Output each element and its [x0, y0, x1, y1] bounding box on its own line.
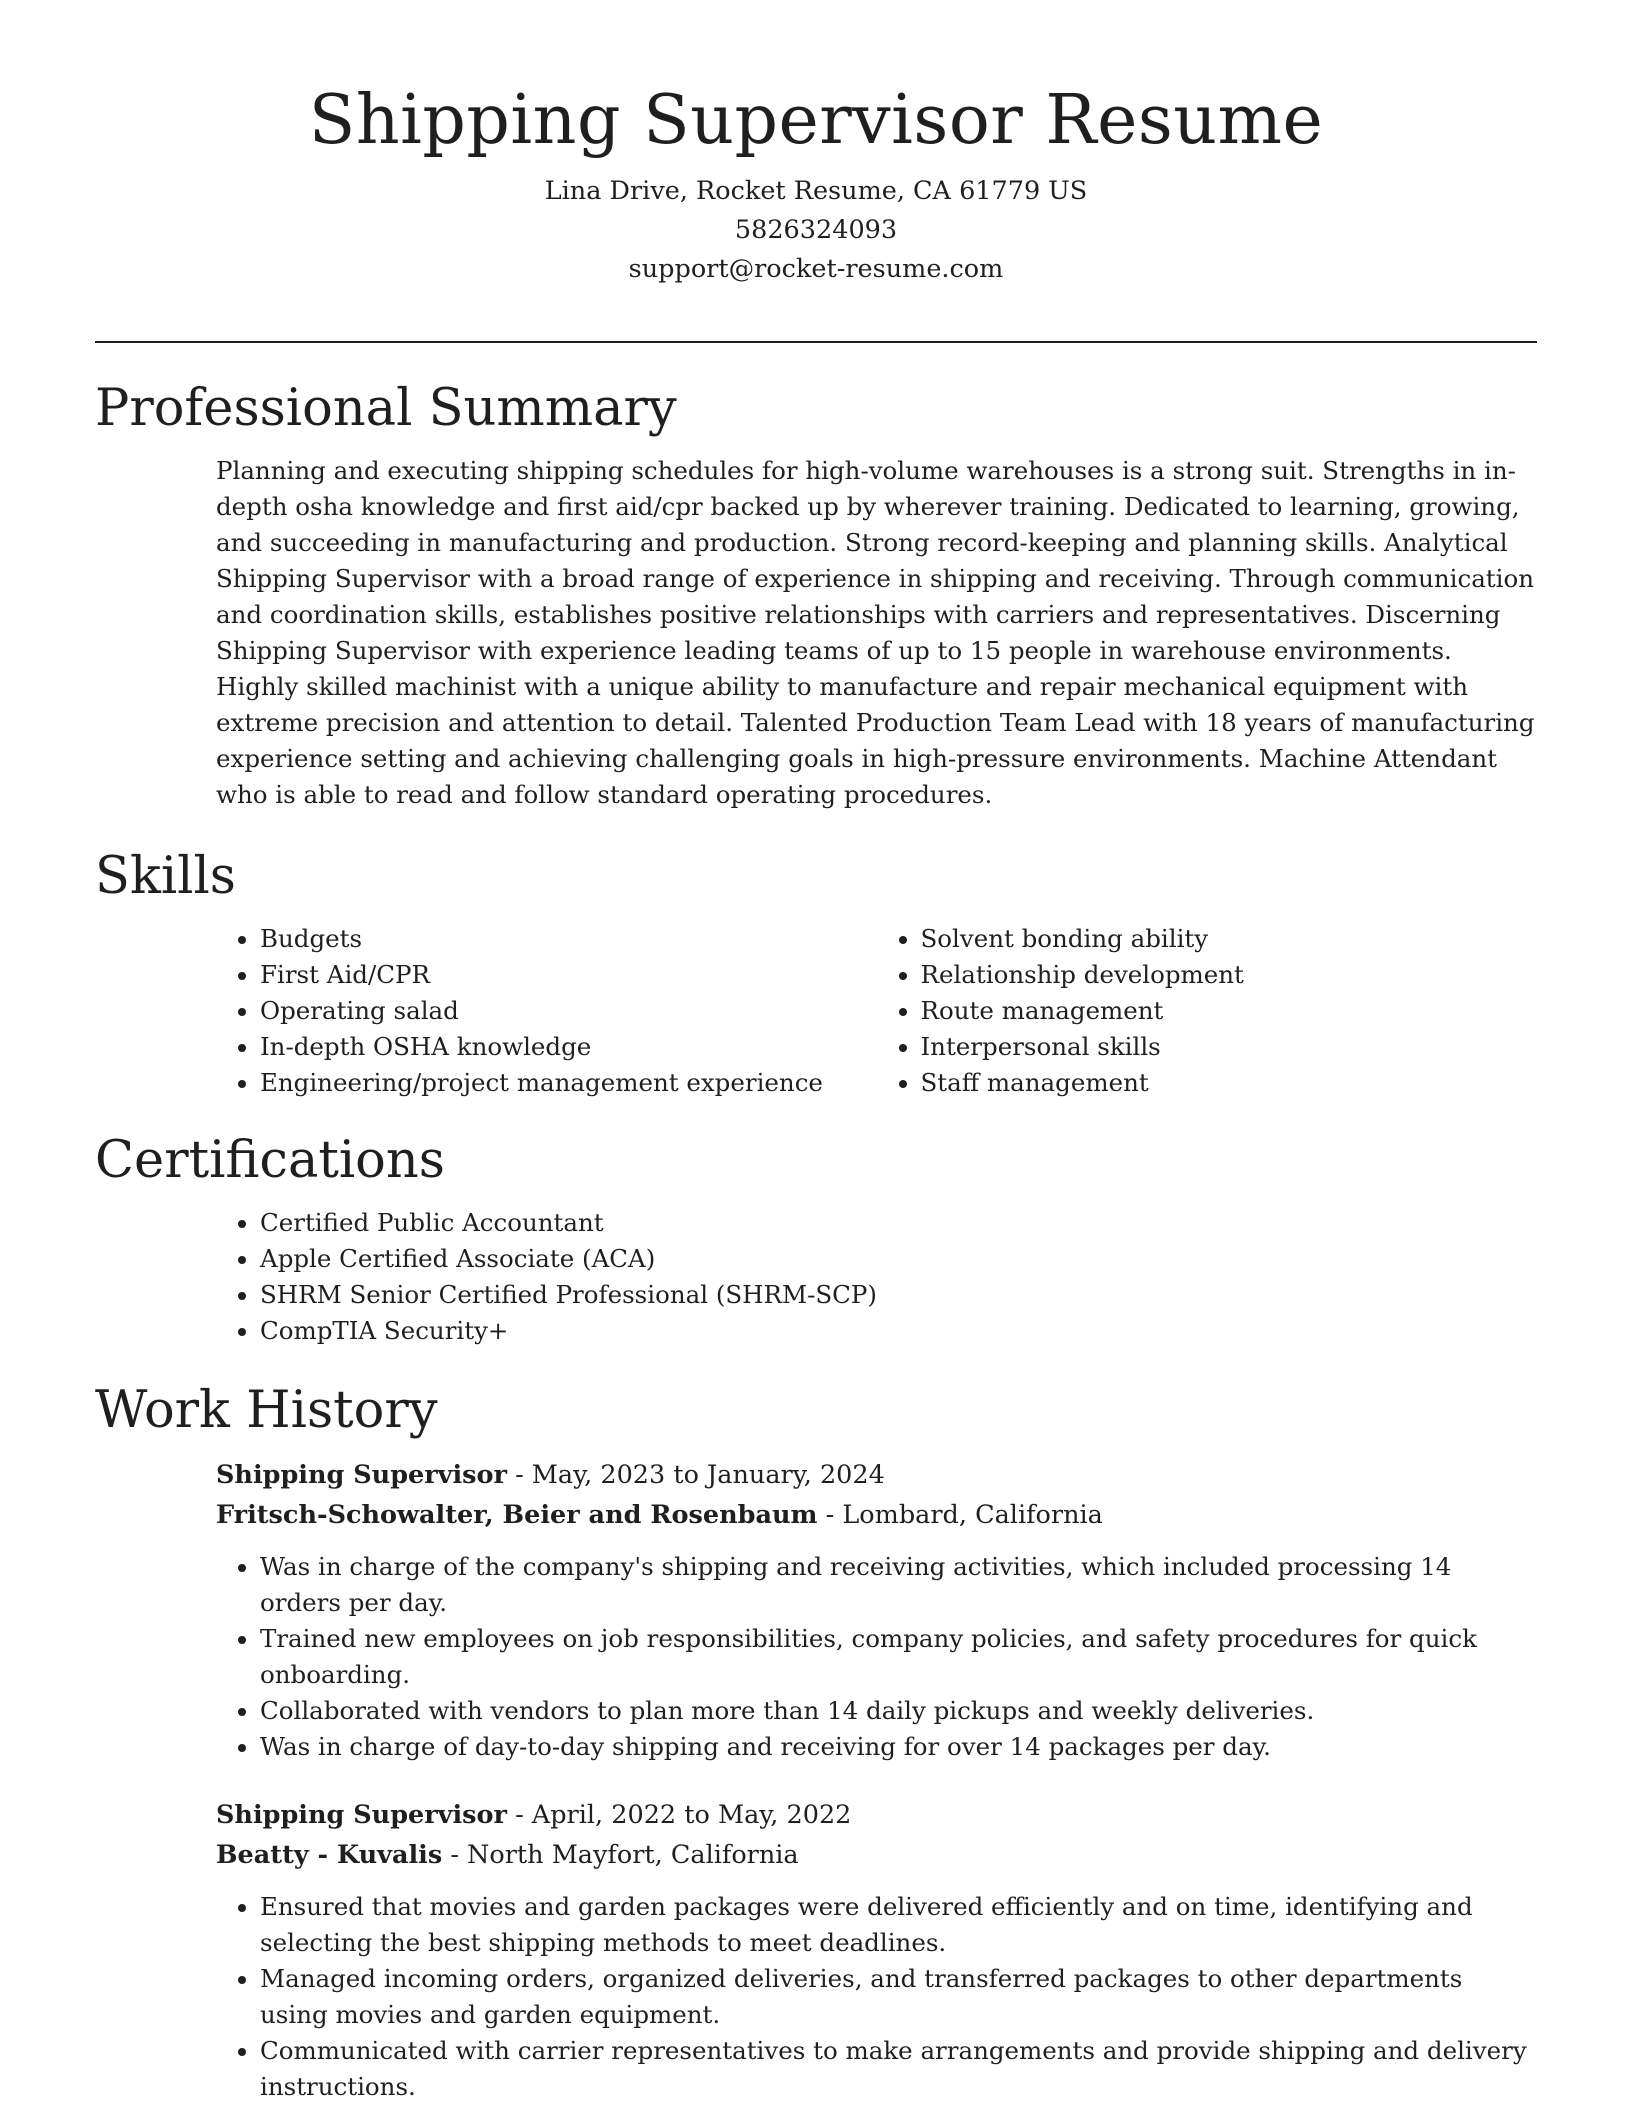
- job-bullet: • Ensured that movies and garden packages were delivered efficiently and on time, identifying and selecting the best shipping methods to meet deadlines.: [260, 1889, 1537, 1961]
- job-dates: - April, 2022 to May, 2022: [506, 1800, 852, 1831]
- certifications-list-wrap: [216, 1205, 1537, 1349]
- job-company: Beatty - Kuvalis: [216, 1840, 443, 1871]
- job-location: - Lombard, California: [817, 1500, 1103, 1531]
- skills-list-right: [877, 921, 1538, 1101]
- job-bullet: • Was in charge of the company's shipping and receiving activities, which included processing 14 orders per day.: [260, 1549, 1537, 1621]
- job-heading: [216, 1455, 1537, 1535]
- certification-item: • CompTIA Security+: [260, 1313, 1537, 1349]
- job-entry: [216, 1795, 1537, 2105]
- skill-item: • Route management: [921, 993, 1538, 1029]
- job-bullets: [216, 1889, 1537, 2105]
- skills-list-left: [216, 921, 877, 1101]
- certification-item: • Apple Certified Associate (ACA): [260, 1241, 1537, 1277]
- summary-section: [95, 378, 1537, 813]
- skill-item: • Interpersonal skills: [921, 1029, 1538, 1065]
- job-company: Fritsch-Schowalter, Beier and Rosenbaum: [216, 1500, 818, 1531]
- skill-item: • First Aid/CPR: [260, 957, 877, 993]
- skill-item: • Engineering/project management experience: [260, 1065, 877, 1101]
- job-title-line: [216, 1795, 1537, 1835]
- job-bullet: • Managed incoming orders, organized deliveries, and transferred packages to other departments using movies and garden equipment.: [260, 1961, 1537, 2033]
- job-bullet: • Was in charge of day-to-day shipping and receiving for over 14 packages per day.: [260, 1729, 1537, 1765]
- page-title: Shipping Supervisor Resume: [308, 81, 1324, 160]
- contact-phone: 5826324093: [734, 214, 898, 245]
- job-company-line: [216, 1495, 1537, 1535]
- contact-email: support@rocket-resume.com: [628, 253, 1004, 284]
- skill-item: • Solvent bonding ability: [921, 921, 1538, 957]
- job-dates: - May, 2023 to January, 2024: [506, 1460, 885, 1491]
- skills-columns: [216, 921, 1537, 1101]
- skills-section: [95, 846, 1537, 1101]
- contact-address: Lina Drive, Rocket Resume, CA 61779 US: [544, 175, 1088, 206]
- job-entry: [216, 1455, 1537, 1765]
- job-bullet: • Trained new employees on job responsibilities, company policies, and safety procedures for quick onboarding.: [260, 1621, 1537, 1693]
- job-title: Shipping Supervisor: [216, 1800, 507, 1831]
- summary-heading: Professional Summary: [95, 379, 677, 438]
- job-title-line: [216, 1455, 1537, 1495]
- job-heading: [216, 1795, 1537, 1875]
- contact-info: [95, 172, 1537, 289]
- resume-header: [95, 80, 1537, 289]
- job-company-line: [216, 1835, 1537, 1875]
- certifications-list: [216, 1205, 1537, 1349]
- job-title: Shipping Supervisor: [216, 1460, 507, 1491]
- certifications-heading: Certifications: [95, 1131, 445, 1190]
- work-history-section: [95, 1380, 1537, 2105]
- header-divider: [95, 341, 1537, 343]
- certifications-section: [95, 1130, 1537, 1349]
- skill-item: • Staff management: [921, 1065, 1538, 1101]
- job-location: - North Mayfort, California: [442, 1840, 799, 1871]
- skills-heading: Skills: [95, 847, 236, 906]
- skill-item: • In-depth OSHA knowledge: [260, 1029, 877, 1065]
- certification-item: • Certified Public Accountant: [260, 1205, 1537, 1241]
- job-bullet: • Collaborated with vendors to plan more than 14 daily pickups and weekly deliveries.: [260, 1693, 1537, 1729]
- work-history-heading: Work History: [95, 1381, 438, 1440]
- summary-text: Planning and executing shipping schedules for high-volume warehouses is a strong suit. Strengths in in-depth osha knowledge and first aid/cpr backed up by wherever training. Dedicated to learning, growing, and succeeding in manufacturing and production. Strong record-keeping and planning skills. Analytical Shipping Supervisor with a broad range of experience in shipping and receiving. Through communication and coordination skills, establishes positive relationships with carriers and representatives. Discerning Shipping Supervisor with experience leading teams of up to 15 people in warehouse environments. Highly skilled machinist with a unique ability to manufacture and repair mechanical equipment with extreme precision and attention to detail. Talented Production Team Lead with 18 years of manufacturing experience setting and achieving challenging goals in high-pressure environments. Machine Attendant who is able to read and follow standard operating procedures.: [216, 456, 1535, 810]
- skill-item: • Operating salad: [260, 993, 877, 1029]
- job-bullets: [216, 1549, 1537, 1765]
- certification-item: • SHRM Senior Certified Professional (SHRM-SCP): [260, 1277, 1537, 1313]
- job-spacer: [95, 1765, 1537, 1795]
- skill-item: • Relationship development: [921, 957, 1538, 993]
- job-bullet: • Communicated with carrier representatives to make arrangements and provide shipping and delivery instructions.: [260, 2033, 1537, 2105]
- skill-item: • Budgets: [260, 921, 877, 957]
